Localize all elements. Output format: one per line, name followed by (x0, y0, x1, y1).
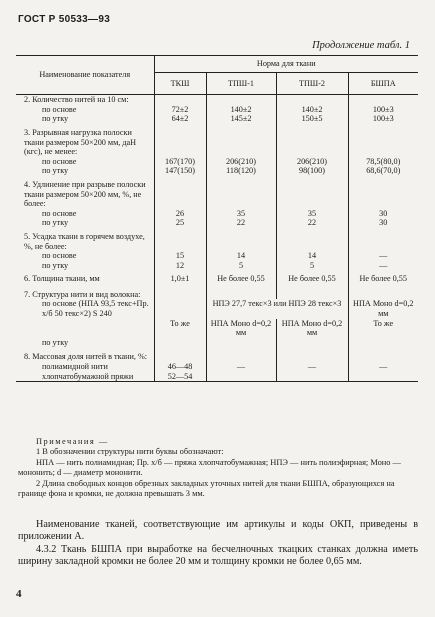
row-label: 2. Количество нитей на 10 см: (24, 95, 129, 105)
table-cell: 140±2 (276, 105, 348, 115)
col-header-fabric: БШПА (348, 72, 418, 95)
row-label-structure-warp: по основе (42, 299, 77, 309)
table-cell (206, 95, 276, 105)
table-cell (16, 299, 154, 337)
row-label-structure: 7. Структура нити и вид волокна: (24, 289, 141, 299)
row-label: по утку (42, 166, 69, 176)
table-cell: 140±2 (206, 105, 276, 115)
table-row (16, 105, 418, 115)
row-label: 4. Удлинение при разрыве полоски ткани размером 50×200 мм, %, не более: (24, 179, 146, 209)
table-cell: 5 (276, 261, 348, 271)
table-cell: 22 (206, 218, 276, 228)
table-cell (206, 180, 276, 209)
table-row (16, 209, 418, 219)
notes-title: Примечания — (36, 437, 109, 446)
table-row (16, 261, 418, 271)
document-header: ГОСТ Р 50533—93 (18, 14, 111, 25)
table-cell: 14 (206, 251, 276, 261)
notes-block (18, 437, 418, 499)
paragraph-4-3-2: 4.3.2 Ткань БШПА при выработке на бесчелночных ткацких станках должна иметь ширину закладной кромки не более 20 мм и толщину кромки не более 0,65 мм. (18, 543, 418, 568)
table-row (16, 157, 418, 167)
table-row (16, 274, 418, 284)
table-cell: 72±2 (154, 105, 206, 115)
row-label-structure-weft: по утку (42, 337, 69, 347)
note-1-body: НПА — нить полиамидная; Пр. х/б — пряжа хлопчатобумажная; НПЭ — нить полиэфирная; Моно — мононить; d — диаметр мононити. (18, 457, 401, 478)
table-cell: 64±2 (154, 114, 206, 124)
table-cell: 150±5 (276, 114, 348, 124)
row-label-mass: 8. Массовая доля нитей в ткани, %: (24, 352, 148, 362)
row-label: по основе (42, 156, 77, 166)
table-cell (206, 128, 276, 157)
table-cell: 206(210) (276, 157, 348, 167)
table-continuation-label: Продолжение табл. 1 (312, 40, 410, 51)
col-header-fabric: ТПШ-2 (276, 72, 348, 95)
table-cell (276, 232, 348, 251)
table-cell (348, 180, 418, 209)
properties-table (16, 55, 418, 382)
table-cell: 22 (276, 218, 348, 228)
row-label: 6. Толщина ткани, мм (24, 274, 100, 284)
structure-tkw-weft: То же (154, 319, 206, 338)
table-cell: 100±3 (348, 105, 418, 115)
table-cell (276, 128, 348, 157)
table-cell: 100±3 (348, 114, 418, 124)
mass-dash-tpsh1: — (206, 362, 276, 382)
row-label: по основе (42, 208, 77, 218)
mass-item-value-0: 46—48 (167, 362, 193, 372)
col-header-name: Наименование показателя (16, 56, 154, 95)
table-cell (154, 180, 206, 209)
mass-item-label-1: хлопчатобумажной пряжи (42, 371, 134, 381)
row-label: по основе (42, 104, 77, 114)
table-cell (276, 95, 348, 105)
mass-dash-tpsh2: — (276, 362, 348, 382)
table-row (16, 232, 418, 251)
table-row (16, 95, 418, 105)
table-cell (348, 95, 418, 105)
table-cell: 15 (154, 251, 206, 261)
row-label: 5. Усадка ткани в горячем воздухе, %, не более: (24, 231, 145, 251)
structure-tpsh2-weft: НПА Моно d=0,2 мм (276, 319, 348, 338)
table-row (16, 114, 418, 124)
table-cell: 206(210) (206, 157, 276, 167)
table-cell: 68,6(70,0) (348, 166, 418, 176)
table-cell: 26 (154, 209, 206, 219)
table-cell: 35 (206, 209, 276, 219)
table-row (16, 166, 418, 176)
mass-values (154, 362, 206, 382)
table-cell: 147(150) (154, 166, 206, 176)
table-cell: 30 (348, 209, 418, 219)
table-cell: 14 (276, 251, 348, 261)
table-cell (154, 232, 206, 251)
note-2: 2 Длина свободных концов обрезных закладных уточных нитей для ткани БШПА, образующихся на границе фона и кромки, не должна превышать 3 мм. (18, 478, 395, 499)
table-cell (206, 232, 276, 251)
table-cell: 1,0±1 (154, 274, 206, 284)
page-number: 4 (16, 588, 22, 600)
table-cell: 78,5(80,0) (348, 157, 418, 167)
table-cell: 12 (154, 261, 206, 271)
table-cell: 25 (154, 218, 206, 228)
row-label: по основе (42, 251, 77, 261)
table-cell: Не более 0,55 (276, 274, 348, 284)
note-1: 1 В обозначении структуры нити буквы обозначают: (36, 447, 224, 457)
structure-tpsh1-weft: НПА Моно d=0,2 мм (206, 319, 276, 338)
table-cell: — (348, 251, 418, 261)
table-cell: — (348, 261, 418, 271)
structure-bshpa-weft: То же (348, 319, 418, 338)
table-cell: 145±2 (206, 114, 276, 124)
structure-tkw-warp: (НПА 93,5 текс+Пр. х/б 50 текс×2) S 240 (42, 299, 149, 319)
row-label: по утку (42, 114, 69, 124)
col-header-fabric: ТПШ-1 (206, 72, 276, 95)
col-header-norm-group: Норма для ткани (154, 56, 418, 73)
body-text (18, 519, 418, 569)
table-cell: Не более 0,55 (348, 274, 418, 284)
table-cell: 118(120) (206, 166, 276, 176)
table-row (16, 180, 418, 209)
table-cell: 35 (276, 209, 348, 219)
mass-item-label-0: полиамидной нити (42, 362, 108, 372)
table-cell (154, 95, 206, 105)
col-header-fabric: ТКШ (154, 72, 206, 95)
row-label-mass-items (16, 362, 154, 382)
row-label: по утку (42, 218, 69, 228)
table-cell (276, 180, 348, 209)
table-cell: 98(100) (276, 166, 348, 176)
row-label: 3. Разрывная нагрузка полоски ткани размером 50×200 мм, даН (кгс), не менее: (24, 127, 137, 157)
row-label: по утку (42, 260, 69, 270)
table-row (16, 128, 418, 157)
table-cell: Не более 0,55 (206, 274, 276, 284)
table-cell: 30 (348, 218, 418, 228)
table-row (16, 218, 418, 228)
table-cell: 167(170) (154, 157, 206, 167)
table-cell (154, 128, 206, 157)
table-cell: 5 (206, 261, 276, 271)
table-cell (348, 128, 418, 157)
paragraph-1: Наименование тканей, соответствующие им артикулы и коды ОКП, приведены в приложении А. (18, 519, 418, 543)
structure-bshpa-warp: НПА Моно d=0,2 мм (348, 299, 418, 318)
mass-dash-bshpa: — (348, 362, 418, 382)
table-row (16, 251, 418, 261)
mass-item-value-1: 52—54 (167, 371, 193, 381)
table-cell (348, 232, 418, 251)
structure-tpsh-warp: НПЭ 27,7 текс×3 или НПЭ 28 текс×3 (206, 299, 348, 318)
